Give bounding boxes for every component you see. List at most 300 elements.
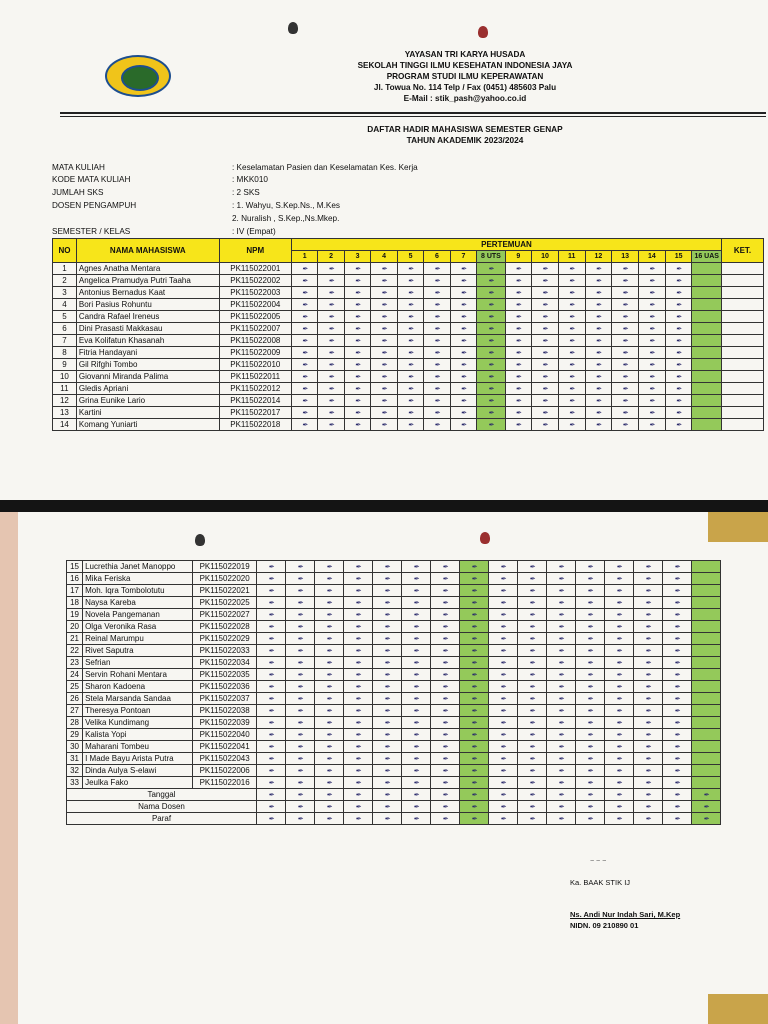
signatory-name: Ns. Andi Nur Indah Sari, M.Kep (570, 910, 681, 919)
student-name: Angelica Pramudya Putri Taaha (76, 275, 219, 287)
attendance-signature-cell: ✒ (489, 597, 518, 609)
attendance-signature-cell: ✒ (505, 383, 531, 395)
row-number: 2 (53, 275, 77, 287)
attendance-signature-cell: ✒ (344, 669, 373, 681)
attendance-signature-cell: ✒ (450, 371, 476, 383)
attendance-signature-cell: ✒ (558, 383, 585, 395)
attendance-signature-cell: ✒ (344, 657, 373, 669)
student-npm: PK115022038 (193, 705, 257, 717)
attendance-signature-cell: ✒ (665, 383, 692, 395)
attendance-signature-cell: ✒ (431, 705, 460, 717)
attendance-signature-cell: ✒ (257, 693, 286, 705)
attendance-signature-cell: ✒ (585, 347, 612, 359)
attendance-signature-cell: ✒ (518, 609, 547, 621)
attendance-signature-cell: ✒ (634, 561, 663, 573)
table-row (67, 693, 721, 705)
row-number: 22 (67, 645, 83, 657)
attendance-signature-cell: ✒ (663, 561, 692, 573)
attendance-signature-cell: ✒ (460, 621, 489, 633)
ket-cell (721, 359, 763, 371)
student-name: Candra Rafael Ireneus (76, 311, 219, 323)
attendance-signature-cell: ✒ (286, 693, 315, 705)
attendance-signature-cell: ✒ (291, 335, 317, 347)
attendance-signature-cell: ✒ (518, 741, 547, 753)
attendance-signature-cell: ✒ (489, 633, 518, 645)
attendance-signature-cell: ✒ (431, 777, 460, 789)
attendance-signature-cell: ✒ (663, 633, 692, 645)
attendance-signature-cell: ✒ (605, 693, 634, 705)
attendance-signature-cell: ✒ (431, 741, 460, 753)
attendance-signature-cell: ✒ (612, 323, 639, 335)
attendance-signature-cell: ✒ (291, 419, 317, 431)
table-row (67, 573, 721, 585)
attendance-signature-cell: ✒ (547, 645, 576, 657)
row-number: 18 (67, 597, 83, 609)
meeting-header-15: 15 (665, 251, 692, 263)
attendance-signature-cell: ✒ (257, 729, 286, 741)
attendance-signature-cell: ✒ (397, 419, 423, 431)
footer-signature-cell: ✒ (402, 813, 431, 825)
footer-signature-cell: ✒ (489, 801, 518, 813)
attendance-signature-cell: ✒ (558, 347, 585, 359)
attendance-signature-cell: ✒ (518, 585, 547, 597)
row-number: 29 (67, 729, 83, 741)
attendance-table-1 (52, 238, 764, 431)
attendance-signature-cell: ✒ (576, 681, 605, 693)
attendance-signature-cell: ✒ (371, 395, 397, 407)
row-number: 14 (53, 419, 77, 431)
student-npm: PK115022025 (193, 597, 257, 609)
attendance-signature-cell: ✒ (605, 609, 634, 621)
student-name: Moh. Iqra Tombolotutu (83, 585, 193, 597)
attendance-signature-cell: ✒ (634, 729, 663, 741)
attendance-signature-cell: ✒ (397, 359, 423, 371)
attendance-signature-cell: ✒ (450, 299, 476, 311)
attendance-signature-cell: ✒ (665, 395, 692, 407)
paper-corner (708, 512, 768, 542)
footer-signature-cell: ✒ (286, 813, 315, 825)
attendance-signature-cell: ✒ (547, 729, 576, 741)
attendance-signature-cell: ✒ (397, 383, 423, 395)
attendance-signature-cell: ✒ (518, 561, 547, 573)
table-row (67, 753, 721, 765)
attendance-signature-cell: ✒ (489, 621, 518, 633)
footer-signature-cell: ✒ (518, 813, 547, 825)
table-row (67, 669, 721, 681)
attendance-signature-cell: ✒ (576, 657, 605, 669)
attendance-signature-cell (692, 299, 722, 311)
attendance-signature-cell: ✒ (431, 681, 460, 693)
footer-signature-cell: ✒ (402, 801, 431, 813)
attendance-signature-cell: ✒ (460, 741, 489, 753)
row-number: 15 (67, 561, 83, 573)
attendance-signature-cell (692, 681, 721, 693)
row-number: 27 (67, 705, 83, 717)
attendance-signature-cell: ✒ (373, 561, 402, 573)
attendance-signature-cell: ✒ (558, 395, 585, 407)
attendance-signature-cell: ✒ (547, 777, 576, 789)
student-name: Rivet Saputra (83, 645, 193, 657)
attendance-signature-cell: ✒ (585, 311, 612, 323)
student-name: Gledis Apriani (76, 383, 219, 395)
student-name: Reinal Marumpu (83, 633, 193, 645)
attendance-signature-cell: ✒ (547, 585, 576, 597)
attendance-signature-cell: ✒ (450, 395, 476, 407)
attendance-signature-cell: ✒ (612, 275, 639, 287)
attendance-signature-cell: ✒ (634, 573, 663, 585)
student-name: I Made Bayu Arista Putra (83, 753, 193, 765)
attendance-signature-cell: ✒ (634, 621, 663, 633)
attendance-signature-cell: ✒ (638, 323, 665, 335)
attendance-signature-cell: ✒ (665, 323, 692, 335)
student-name: Kartini (76, 407, 219, 419)
attendance-signature-cell: ✒ (576, 597, 605, 609)
attendance-signature-cell: ✒ (532, 287, 559, 299)
attendance-signature-cell: ✒ (612, 311, 639, 323)
attendance-signature-cell (692, 359, 722, 371)
attendance-signature-cell: ✒ (489, 693, 518, 705)
attendance-signature-cell: ✒ (665, 347, 692, 359)
attendance-signature-cell: ✒ (286, 729, 315, 741)
attendance-signature-cell: ✒ (518, 621, 547, 633)
attendance-signature-cell: ✒ (344, 753, 373, 765)
attendance-signature-cell: ✒ (315, 705, 344, 717)
attendance-signature-cell: ✒ (558, 299, 585, 311)
attendance-signature-cell: ✒ (344, 729, 373, 741)
attendance-signature-cell: ✒ (315, 561, 344, 573)
attendance-signature-cell: ✒ (371, 275, 397, 287)
footer-signature-cell: ✒ (547, 801, 576, 813)
row-number: 4 (53, 299, 77, 311)
footer-signature-cell: ✒ (315, 789, 344, 801)
attendance-signature-cell: ✒ (315, 573, 344, 585)
attendance-signature-cell: ✒ (518, 645, 547, 657)
attendance-signature-cell: ✒ (371, 383, 397, 395)
attendance-signature-cell: ✒ (431, 585, 460, 597)
attendance-signature-cell: ✒ (291, 323, 317, 335)
attendance-signature-cell: ✒ (460, 777, 489, 789)
attendance-signature-cell: ✒ (373, 573, 402, 585)
attendance-signature-cell: ✒ (402, 585, 431, 597)
attendance-signature-cell: ✒ (373, 681, 402, 693)
attendance-signature-cell: ✒ (257, 573, 286, 585)
row-number: 16 (67, 573, 83, 585)
student-npm: PK115022004 (219, 299, 291, 311)
attendance-signature-cell: ✒ (450, 383, 476, 395)
attendance-signature-cell: ✒ (547, 621, 576, 633)
attendance-signature-cell: ✒ (291, 371, 317, 383)
footer-signature-cell: ✒ (663, 801, 692, 813)
attendance-signature-cell: ✒ (663, 585, 692, 597)
attendance-signature-cell: ✒ (344, 777, 373, 789)
attendance-signature-cell: ✒ (373, 585, 402, 597)
attendance-signature-cell: ✒ (397, 287, 423, 299)
attendance-signature-cell (692, 383, 722, 395)
attendance-signature-cell: ✒ (532, 359, 559, 371)
attendance-signature-cell (692, 347, 722, 359)
attendance-signature-cell: ✒ (450, 275, 476, 287)
ket-cell (721, 299, 763, 311)
student-npm: PK115022014 (219, 395, 291, 407)
attendance-signature-cell (692, 275, 722, 287)
attendance-signature-cell: ✒ (605, 645, 634, 657)
attendance-signature-cell: ✒ (665, 359, 692, 371)
footer-signature-cell: ✒ (373, 789, 402, 801)
attendance-signature-cell: ✒ (431, 729, 460, 741)
ket-cell (721, 371, 763, 383)
footer-signature-cell: ✒ (489, 789, 518, 801)
footer-row (67, 789, 721, 801)
course-value: : Keselamatan Pasien dan Keselamatan Kes. Kerja (232, 163, 418, 172)
attendance-signature-cell: ✒ (532, 335, 559, 347)
footer-signature-cell: ✒ (547, 789, 576, 801)
attendance-signature-cell: ✒ (344, 573, 373, 585)
attendance-signature-cell: ✒ (257, 753, 286, 765)
attendance-signature-cell: ✒ (638, 263, 665, 275)
attendance-signature-cell: ✒ (257, 777, 286, 789)
meeting-header-12: 12 (585, 251, 612, 263)
attendance-signature-cell: ✒ (663, 669, 692, 681)
attendance-signature-cell (692, 395, 722, 407)
ket-cell (721, 383, 763, 395)
footer-signature-cell: ✒ (344, 813, 373, 825)
meeting-header-9: 9 (505, 251, 531, 263)
attendance-signature-cell: ✒ (532, 395, 559, 407)
attendance-signature-cell: ✒ (532, 383, 559, 395)
attendance-signature-cell: ✒ (450, 287, 476, 299)
attendance-signature-cell: ✒ (318, 287, 344, 299)
table-row (53, 323, 764, 335)
attendance-signature-cell: ✒ (489, 717, 518, 729)
attendance-signature-cell: ✒ (315, 597, 344, 609)
footer-signature-cell: ✒ (576, 789, 605, 801)
attendance-signature-cell: ✒ (431, 693, 460, 705)
student-name: Velika Kundimang (83, 717, 193, 729)
attendance-signature-cell: ✒ (576, 669, 605, 681)
attendance-signature-cell: ✒ (547, 765, 576, 777)
attendance-signature-cell: ✒ (344, 609, 373, 621)
attendance-signature-cell: ✒ (371, 299, 397, 311)
attendance-signature-cell: ✒ (638, 419, 665, 431)
attendance-signature-cell: ✒ (460, 729, 489, 741)
attendance-signature-cell: ✒ (424, 383, 450, 395)
student-npm: PK115022019 (193, 561, 257, 573)
attendance-signature-cell: ✒ (547, 741, 576, 753)
attendance-signature-cell: ✒ (373, 621, 402, 633)
attendance-signature-cell: ✒ (505, 347, 531, 359)
attendance-signature-cell: ✒ (612, 383, 639, 395)
attendance-signature-cell (692, 705, 721, 717)
row-number: 7 (53, 335, 77, 347)
meeting-header-7: 7 (450, 251, 476, 263)
attendance-signature-cell: ✒ (397, 347, 423, 359)
attendance-signature-cell: ✒ (634, 693, 663, 705)
attendance-signature-cell: ✒ (318, 407, 344, 419)
row-number: 9 (53, 359, 77, 371)
attendance-signature-cell: ✒ (286, 621, 315, 633)
attendance-signature-cell: ✒ (460, 753, 489, 765)
footer-signature-cell: ✒ (257, 813, 286, 825)
attendance-signature-cell: ✒ (634, 681, 663, 693)
student-npm: PK115022028 (193, 621, 257, 633)
attendance-signature-cell: ✒ (489, 741, 518, 753)
footer-label: Tanggal (67, 789, 257, 801)
footer-signature-cell: ✒ (576, 801, 605, 813)
attendance-signature-cell: ✒ (489, 729, 518, 741)
attendance-signature-cell: ✒ (477, 359, 505, 371)
attendance-signature-cell: ✒ (371, 359, 397, 371)
student-name: Komang Yuniarti (76, 419, 219, 431)
attendance-signature-cell: ✒ (424, 395, 450, 407)
attendance-signature-cell: ✒ (318, 359, 344, 371)
table-row (53, 371, 764, 383)
attendance-signature-cell: ✒ (431, 753, 460, 765)
attendance-signature-cell: ✒ (344, 347, 370, 359)
foundation-name: YAYASAN TRI KARYA HUSADA (404, 50, 526, 59)
attendance-signature-cell: ✒ (373, 741, 402, 753)
attendance-signature-cell: ✒ (344, 741, 373, 753)
attendance-signature-cell: ✒ (638, 275, 665, 287)
row-number: 21 (67, 633, 83, 645)
attendance-signature-cell: ✒ (318, 311, 344, 323)
attendance-signature-cell: ✒ (547, 693, 576, 705)
attendance-signature-cell: ✒ (532, 371, 559, 383)
attendance-signature-cell: ✒ (371, 371, 397, 383)
row-number: 25 (67, 681, 83, 693)
attendance-signature-cell: ✒ (424, 335, 450, 347)
footer-row (67, 801, 721, 813)
footer-row (67, 813, 721, 825)
attendance-signature-cell: ✒ (605, 717, 634, 729)
attendance-signature-cell: ✒ (665, 287, 692, 299)
attendance-signature-cell: ✒ (489, 705, 518, 717)
attendance-signature-cell: ✒ (663, 645, 692, 657)
student-name: Agnes Anatha Mentara (76, 263, 219, 275)
student-npm: PK115022001 (219, 263, 291, 275)
attendance-signature-cell: ✒ (257, 645, 286, 657)
attendance-signature-cell: ✒ (344, 419, 370, 431)
student-name: Fitria Handayani (76, 347, 219, 359)
attendance-signature-cell: ✒ (558, 371, 585, 383)
meeting-header-1: 1 (291, 251, 317, 263)
row-number: 31 (67, 753, 83, 765)
attendance-signature-cell: ✒ (291, 287, 317, 299)
student-npm: PK115022011 (219, 371, 291, 383)
footer-signature-cell: ✒ (576, 813, 605, 825)
student-npm: PK115022018 (219, 419, 291, 431)
footer-signature-cell: ✒ (286, 801, 315, 813)
ket-cell (721, 323, 763, 335)
footer-signature-cell: ✒ (605, 789, 634, 801)
meeting-header-6: 6 (424, 251, 450, 263)
attendance-signature-cell: ✒ (402, 657, 431, 669)
student-npm: PK115022029 (193, 633, 257, 645)
lecturer-1-value: : 1. Wahyu, S.Kep.Ns., M.Kes (232, 201, 340, 210)
attendance-signature-cell: ✒ (431, 645, 460, 657)
attendance-signature-cell: ✒ (612, 263, 639, 275)
credits-label: JUMLAH SKS (52, 188, 104, 197)
attendance-signature-cell: ✒ (612, 407, 639, 419)
attendance-signature-cell: ✒ (665, 335, 692, 347)
attendance-signature-cell: ✒ (638, 335, 665, 347)
student-npm: PK115022041 (193, 741, 257, 753)
attendance-signature-cell: ✒ (373, 777, 402, 789)
attendance-signature-cell: ✒ (665, 311, 692, 323)
attendance-signature-cell: ✒ (424, 371, 450, 383)
attendance-signature-cell: ✒ (371, 263, 397, 275)
attendance-signature-cell: ✒ (286, 681, 315, 693)
col-npm-header: NPM (219, 239, 291, 263)
attendance-signature-cell: ✒ (605, 705, 634, 717)
col-ket-header: KET. (721, 239, 763, 263)
attendance-signature-cell: ✒ (402, 777, 431, 789)
attendance-signature-cell: ✒ (397, 407, 423, 419)
table-row (67, 597, 721, 609)
pushpin-icon (288, 22, 298, 34)
col-meeting-header: PERTEMUAN (291, 239, 721, 251)
row-number: 11 (53, 383, 77, 395)
attendance-signature-cell: ✒ (518, 753, 547, 765)
table-row (67, 729, 721, 741)
attendance-signature-cell: ✒ (450, 347, 476, 359)
attendance-signature-cell: ✒ (315, 657, 344, 669)
attendance-signature-cell: ✒ (460, 609, 489, 621)
attendance-signature-cell: ✒ (518, 777, 547, 789)
attendance-signature-cell: ✒ (558, 263, 585, 275)
student-npm: PK115022039 (193, 717, 257, 729)
attendance-signature-cell: ✒ (397, 311, 423, 323)
attendance-signature-cell: ✒ (576, 753, 605, 765)
attendance-signature-cell: ✒ (344, 561, 373, 573)
student-npm: PK115022043 (193, 753, 257, 765)
footer-signature-cell: ✒ (431, 801, 460, 813)
attendance-signature-cell: ✒ (489, 573, 518, 585)
attendance-signature-cell: ✒ (257, 609, 286, 621)
attendance-signature-cell: ✒ (547, 561, 576, 573)
attendance-signature-cell: ✒ (576, 729, 605, 741)
attendance-signature-cell: ✒ (424, 263, 450, 275)
attendance-signature-cell: ✒ (576, 585, 605, 597)
ket-cell (721, 311, 763, 323)
attendance-signature-cell: ✒ (558, 323, 585, 335)
footer-signature-cell: ✒ (518, 801, 547, 813)
attendance-signature-cell: ✒ (318, 299, 344, 311)
attendance-signature-cell: ✒ (402, 621, 431, 633)
student-name: Maharani Tombeu (83, 741, 193, 753)
attendance-signature-cell: ✒ (518, 669, 547, 681)
attendance-signature-cell: ✒ (638, 395, 665, 407)
footer-signature-cell: ✒ (460, 813, 489, 825)
attendance-signature-cell: ✒ (605, 765, 634, 777)
attendance-signature-cell: ✒ (373, 669, 402, 681)
table-row (53, 347, 764, 359)
attendance-signature-cell: ✒ (518, 597, 547, 609)
attendance-signature-cell: ✒ (518, 729, 547, 741)
row-number: 3 (53, 287, 77, 299)
attendance-signature-cell: ✒ (257, 585, 286, 597)
header-divider (60, 112, 766, 114)
attendance-signature-cell: ✒ (558, 359, 585, 371)
attendance-signature-cell: ✒ (576, 705, 605, 717)
attendance-signature-cell: ✒ (450, 323, 476, 335)
attendance-signature-cell: ✒ (505, 395, 531, 407)
attendance-signature-cell: ✒ (424, 347, 450, 359)
attendance-signature-cell: ✒ (585, 407, 612, 419)
footer-signature-cell: ✒ (373, 801, 402, 813)
attendance-signature-cell: ✒ (371, 335, 397, 347)
attendance-signature-cell: ✒ (638, 407, 665, 419)
attendance-signature-cell: ✒ (424, 299, 450, 311)
